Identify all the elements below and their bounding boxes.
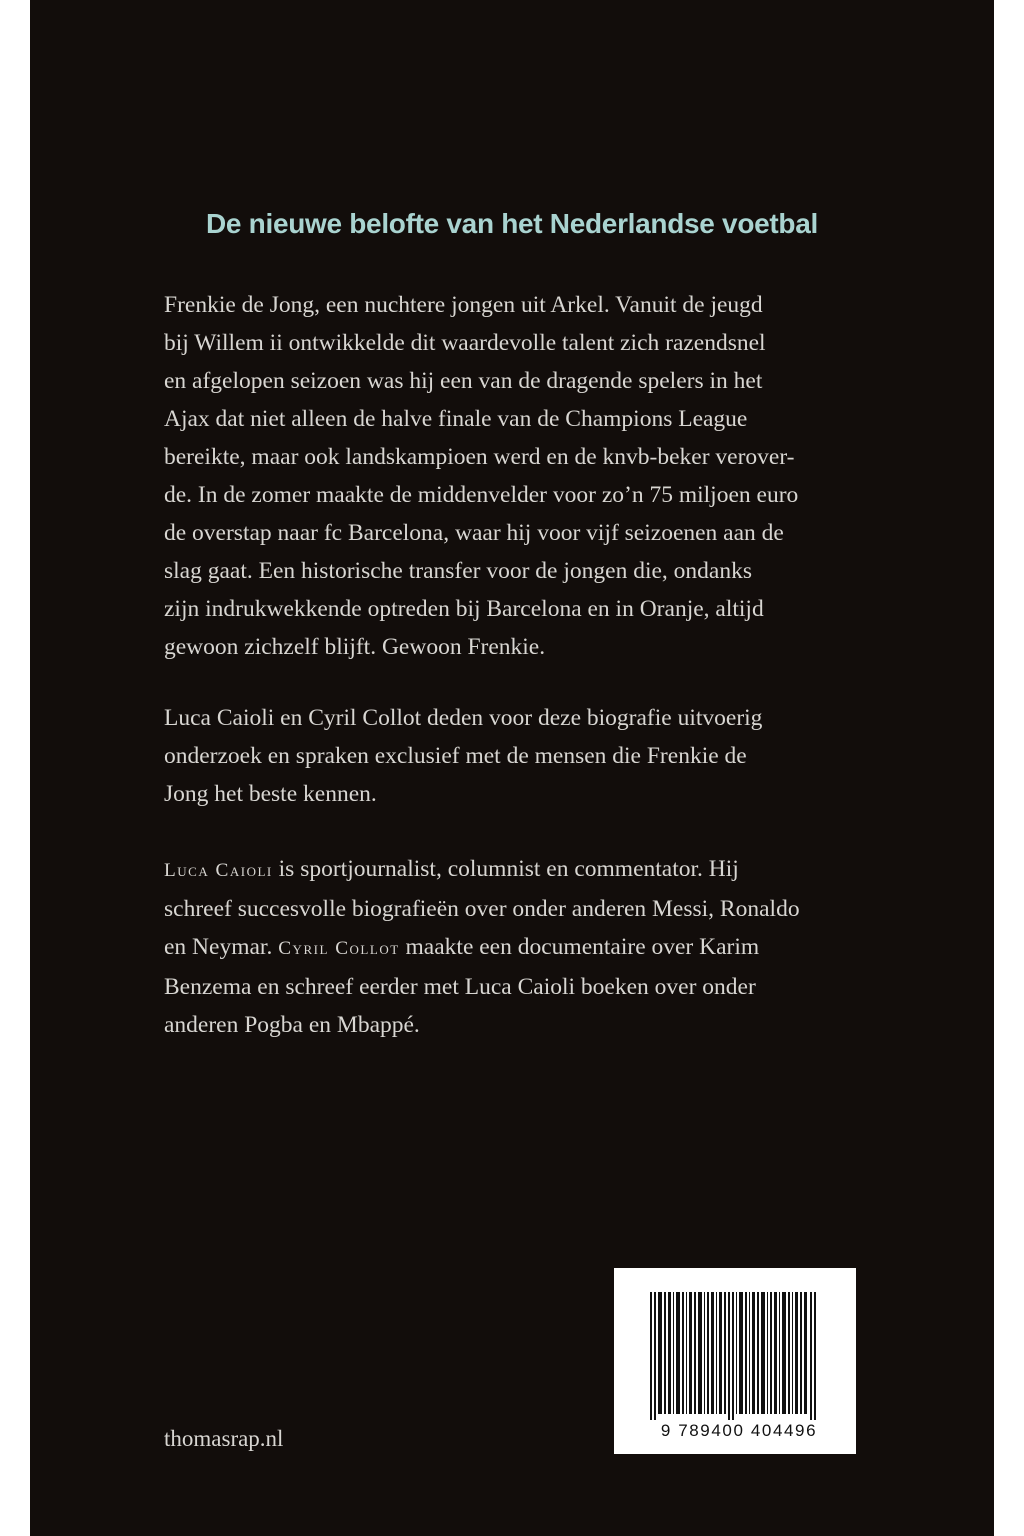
synopsis-line: en afgelopen seizoen was hij een van de dragende spelers in het: [164, 368, 763, 394]
author-bio-text: maakte een documentaire over Karim: [399, 934, 760, 960]
author-name-cyril-collot: Cyril Collot: [278, 938, 400, 959]
synopsis-line: Ajax dat niet alleen de halve finale van de Champions League: [164, 406, 748, 432]
author-bio-line: schreef succesvolle biografieën over onder anderen Messi, Ronaldo: [164, 896, 800, 922]
author-bio-line: [164, 850, 856, 890]
author-bio-line: anderen Pogba en Mbappé.: [164, 1012, 420, 1038]
synopsis-line: slag gaat. Een historische transfer voor de jongen die, ondanks: [164, 558, 752, 584]
headline: De nieuwe belofte van het Nederlandse voetbal: [205, 208, 818, 239]
synopsis-line: de. In de zomer maakte de middenvelder voor zo’n 75 miljoen euro: [164, 482, 799, 508]
research-line: onderzoek en spraken exclusief met de mensen die Frenkie de: [164, 743, 747, 769]
barcode: [614, 1268, 856, 1454]
publisher-website: thomasrap.nl: [164, 1426, 284, 1451]
synopsis-line: bereikte, maar ook landskampioen werd en de knvb-beker verover-: [164, 444, 795, 470]
barcode-bars: [650, 1292, 822, 1420]
synopsis-line: zijn indrukwekkende optreden bij Barcelona en in Oranje, altijd: [164, 596, 764, 622]
author-bio-text: is sportjournalist, columnist en commentator. Hij: [272, 856, 739, 882]
synopsis-line: Frenkie de Jong, een nuchtere jongen uit Arkel. Vanuit de jeugd: [164, 292, 763, 318]
author-bio-paragraph: [164, 850, 856, 1044]
synopsis-line: [164, 324, 856, 362]
synopsis-line-text: bij Willem ii ontwikkelde dit waardevolle talent zich razendsnel: [164, 330, 766, 356]
barcode-number: 9 789400 404496: [660, 1421, 818, 1440]
author-bio-line: [164, 928, 856, 968]
synopsis-line: gewoon zichzelf blijft. Gewoon Frenkie.: [164, 634, 546, 660]
author-name-luca-caioli: Luca Caioli: [164, 860, 273, 881]
research-paragraph: [164, 699, 856, 813]
synopsis-paragraph: [164, 286, 856, 666]
author-bio-line: Benzema en schreef eerder met Luca Caioli boeken over onder: [164, 974, 756, 1000]
research-line: Jong het beste kennen.: [164, 781, 377, 807]
synopsis-line: de overstap naar fc Barcelona, waar hij voor vijf seizoenen aan de: [164, 520, 784, 546]
research-line: Luca Caioli en Cyril Collot deden voor deze biografie uitvoerig: [164, 705, 763, 731]
author-bio-text: en Neymar.: [164, 934, 279, 960]
